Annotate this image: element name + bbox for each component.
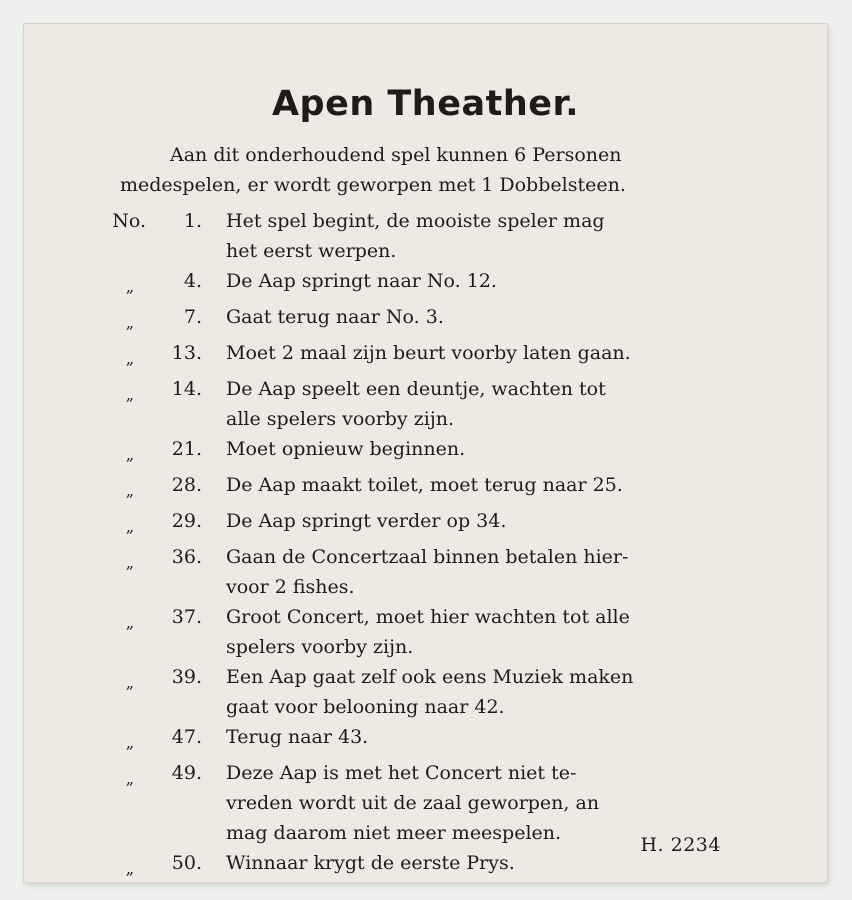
- rule-text: [226, 266, 696, 302]
- rule-number: 4.: [183, 270, 202, 292]
- rule-item: [24, 470, 827, 506]
- rule-number: 28.: [171, 474, 202, 496]
- rule-prefix: No.: [112, 210, 146, 232]
- rule-item: [24, 542, 827, 602]
- rule-number: 1.: [183, 210, 202, 232]
- rule-text-line: Gaan de Concertzaal binnen betalen hier-: [226, 546, 629, 568]
- ditto-mark: „: [125, 481, 134, 500]
- rules-list: [24, 206, 827, 884]
- rule-item: [24, 662, 827, 722]
- rule-number: 50.: [171, 852, 202, 874]
- rule-text-line: gaat voor belooning naar 42.: [226, 696, 505, 718]
- rule-number: 14.: [171, 378, 202, 400]
- rule-text-line: De Aap springt verder op 34.: [226, 510, 507, 532]
- rule-text: [226, 758, 696, 848]
- rule-text: [226, 542, 696, 602]
- ditto-mark: „: [125, 349, 134, 368]
- rule-number: 36.: [171, 546, 202, 568]
- ditto-mark: „: [125, 553, 134, 572]
- ditto-mark: „: [125, 277, 134, 296]
- rule-text: [226, 338, 696, 374]
- rule-text: [226, 602, 696, 662]
- rule-text-line: mag daarom niet meer meespelen.: [226, 822, 562, 844]
- rule-text-line: het eerst werpen.: [226, 240, 397, 262]
- rule-text-line: Het spel begint, de mooiste speler mag: [226, 210, 605, 232]
- rule-text-line: spelers voorby zijn.: [226, 636, 414, 658]
- rule-text-line: De Aap maakt toilet, moet terug naar 25.: [226, 474, 623, 496]
- ditto-mark: „: [125, 385, 134, 404]
- intro-line-2: medespelen, er wordt geworpen met 1 Dobbelsteen.: [120, 174, 626, 196]
- rule-text-line: De Aap springt naar No. 12.: [226, 270, 497, 292]
- rule-text-line: Groot Concert, moet hier wachten tot alle: [226, 606, 630, 628]
- ditto-mark: „: [125, 769, 134, 788]
- intro-line-1: Aan dit onderhoudend spel kunnen 6 Personen: [170, 144, 622, 166]
- reference-code: H. 2234: [640, 834, 721, 856]
- rule-number: 13.: [171, 342, 202, 364]
- rule-item: [24, 602, 827, 662]
- ditto-mark: „: [125, 673, 134, 692]
- ditto-mark: „: [125, 859, 134, 878]
- rule-number: 21.: [171, 438, 202, 460]
- rule-item: [24, 338, 827, 374]
- rule-text-line: Deze Aap is met het Concert niet te-: [226, 762, 577, 784]
- rule-item: [24, 722, 827, 758]
- rule-item: [24, 206, 827, 266]
- rule-number: 29.: [171, 510, 202, 532]
- rule-text-line: De Aap speelt een deuntje, wachten tot: [226, 378, 606, 400]
- rule-text-line: alle spelers voorby zijn.: [226, 408, 454, 430]
- ditto-mark: „: [125, 517, 134, 536]
- game-rules-card: [24, 24, 827, 882]
- rule-text-line: Gaat terug naar No. 3.: [226, 306, 444, 328]
- rule-text-line: Winnaar krygt de eerste Prys.: [226, 852, 515, 874]
- rule-number: 7.: [183, 306, 202, 328]
- rule-text: [226, 662, 696, 722]
- page-title: Apen Theather.: [271, 84, 580, 124]
- intro-paragraph: [120, 140, 720, 200]
- rule-item: [24, 302, 827, 338]
- rule-item: [24, 266, 827, 302]
- ditto-mark: „: [125, 313, 134, 332]
- rule-number: 39.: [171, 666, 202, 688]
- rule-text: [226, 470, 696, 506]
- rule-number: 49.: [171, 762, 202, 784]
- rule-text-line: Moet opnieuw beginnen.: [226, 438, 466, 460]
- rule-text: [226, 206, 696, 266]
- rule-item: [24, 506, 827, 542]
- rule-text: [226, 848, 696, 884]
- rule-text: [226, 506, 696, 542]
- rule-text-line: Terug naar 43.: [226, 726, 369, 748]
- rule-item: [24, 434, 827, 470]
- rule-text-line: Een Aap gaat zelf ook eens Muziek maken: [226, 666, 634, 688]
- rule-text: [226, 374, 696, 434]
- rule-text-line: vreden wordt uit de zaal geworpen, an: [226, 792, 600, 814]
- ditto-mark: „: [125, 733, 134, 752]
- ditto-mark: „: [125, 613, 134, 632]
- ditto-mark: „: [125, 445, 134, 464]
- rule-number: 37.: [171, 606, 202, 628]
- rule-text: [226, 302, 696, 338]
- rule-number: 47.: [171, 726, 202, 748]
- rule-text-line: voor 2 fishes.: [226, 576, 355, 598]
- rule-item: [24, 374, 827, 434]
- rule-text: [226, 434, 696, 470]
- rule-text: [226, 722, 696, 758]
- rule-text-line: Moet 2 maal zijn beurt voorby laten gaan.: [226, 342, 631, 364]
